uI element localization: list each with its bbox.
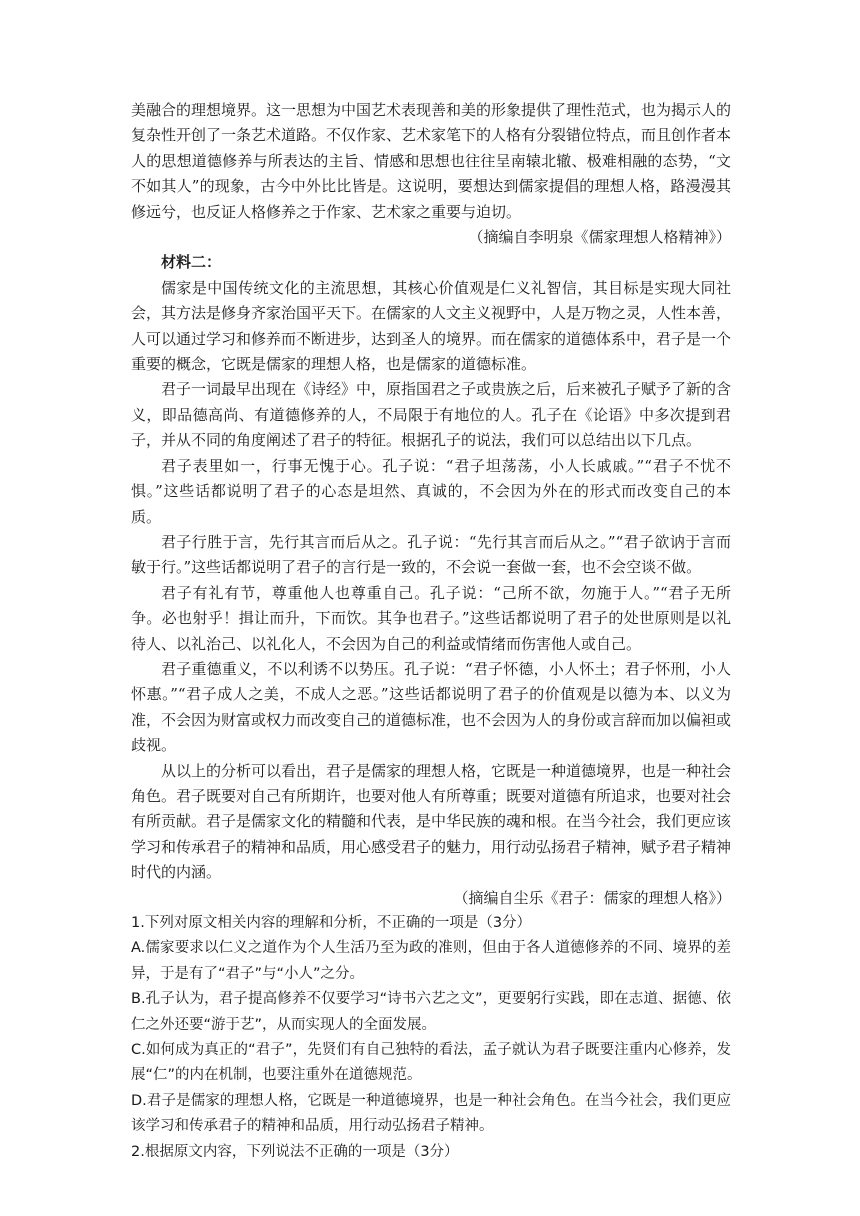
question1-option-d: D.君子是儒家的理想人格，它既是一种道德境界，也是一种社会角色。在当今社会，我们更应该学习和传承君子的精神和品质，用行动弘扬君子精神。 xyxy=(131,1092,731,1135)
material2-paragraph: 君子行胜于言，先行其言而后从之。孔子说：“先行其言而后从之。”“君子欲讷于言而敏于行。”这些话都说明了君子的言行是一致的，不会说一套做一套，也不会空谈不做。 xyxy=(131,532,731,577)
material2-paragraph: 君子一词最早出现在《诗经》中，原指国君之子或贵族之后，后来被孔子赋予了新的含义，即品德高尚、有道德修养的人，不局限于有地位的人。孔子在《论语》中多次提到君子，并从不同的角度阐述了君子的特征。根据孔子的说法，我们可以总结出以下几点。 xyxy=(131,380,732,450)
question1-option-b: B.孔子认为，君子提高修养不仅要学习“诗书六艺之文”，更要躬行实践，即在志道、据德、依仁之外还要“游于艺”，从而实现人的全面发展。 xyxy=(131,991,731,1033)
question1-option-c: C.如何成为真正的“君子”，先贤们有自己独特的看法，孟子就认为君子既要注重内心修养，发展“仁”的内在机制，也要注重外在道德规范。 xyxy=(131,1042,731,1084)
material2-paragraph: 君子重德重义，不以利诱不以势压。孔子说：“君子怀德，小人怀土；君子怀刑，小人怀惠。”“君子成人之美，不成人之恶。”这些话都说明了君子的价值观是以德为本、以义为准，不会因为财富或权力而改变自己的道德标准，也不会因为人的身份或言辞而加以偏袒或歧视。 xyxy=(131,659,732,755)
question1-stem: 1.下列对原文相关内容的理解和分析，不正确的一项是（3分） xyxy=(131,915,532,931)
question2-stem: 2.根据原文内容，下列说法不正确的一项是（3分） xyxy=(131,1143,459,1160)
question1-option-a: A.儒家要求以仁义之道作为个人生活乃至为政的准则，但由于各人道德修养的不同、境界的差异，于是有了“君子”与“小人”之分。 xyxy=(131,940,731,982)
material2-paragraph: 儒家是中国传统文化的主流思想，其核心价值观是仁义礼智信，其目标是实现大同社会，其方法是修身齐家治国平天下。在儒家的人文主义视野中，人是万物之灵，人性本善，人可以通过学习和修养而不断进步，达到圣人的境界。而在儒家的道德体系中，君子是一个重要的概念，它既是儒家的理想人格，也是儒家的道德标准。 xyxy=(131,278,732,374)
material2-heading: 材料二： xyxy=(161,253,222,272)
material1-tail-paragraph: 美融合的理想境界。这一思想为中国艺术表现善和美的形象提供了理性范式，也为揭示人的复杂性开创了一条艺术道路。不仅作家、艺术家笔下的人格有分裂错位特点，而且创作者本人的思想道德修养与所表达的主旨、情感和思想也往往呈南辕北辙、极难相融的态势，“文不如其人”的现象，古今中外比比皆是。这说明，要想达到儒家提倡的理想人格，路漫漫其修远兮，也反证人格修养之于作家、艺术家之重要与迫切。 xyxy=(131,101,732,221)
material2-paragraph: 君子有礼有节，尊重他人也尊重自己。孔子说：“己所不欲，勿施于人。”“君子无所争。必也射乎！揖让而升，下而饮。其争也君子。”这些话都说明了君子的处世原则是以礼待人、以礼治己、以礼化人，不会因为自己的利益或情绪而伤害他人或自己。 xyxy=(131,583,731,653)
document-page xyxy=(131,98,731,1165)
material2-paragraph: 从以上的分析可以看出，君子是儒家的理想人格，它既是一种道德境界，也是一种社会角色。君子既要对自己有所期许，也要对他人有所尊重；既要对道德有所追求，也要对社会有所贡献。君子是儒家文化的精髓和代表，是中华民族的魂和根。在当今社会，我们更应该学习和传承君子的精神和品质，用心感受君子的魅力，用行动弘扬君子精神，赋予君子精神时代的内涵。 xyxy=(131,761,732,882)
material1-source: （摘编自李明泉《儒家理想人格精神》） xyxy=(468,228,731,247)
material2-source: （摘编自尘乐《君子：儒家的理想人格》） xyxy=(453,888,731,907)
material2-paragraph: 君子表里如一，行事无愧于心。孔子说：“君子坦荡荡，小人长戚戚。”“君子不忧不惧。”这些话都说明了君子的心态是坦然、真诚的，不会因为外在的形式而改变自己的本质。 xyxy=(131,456,731,526)
